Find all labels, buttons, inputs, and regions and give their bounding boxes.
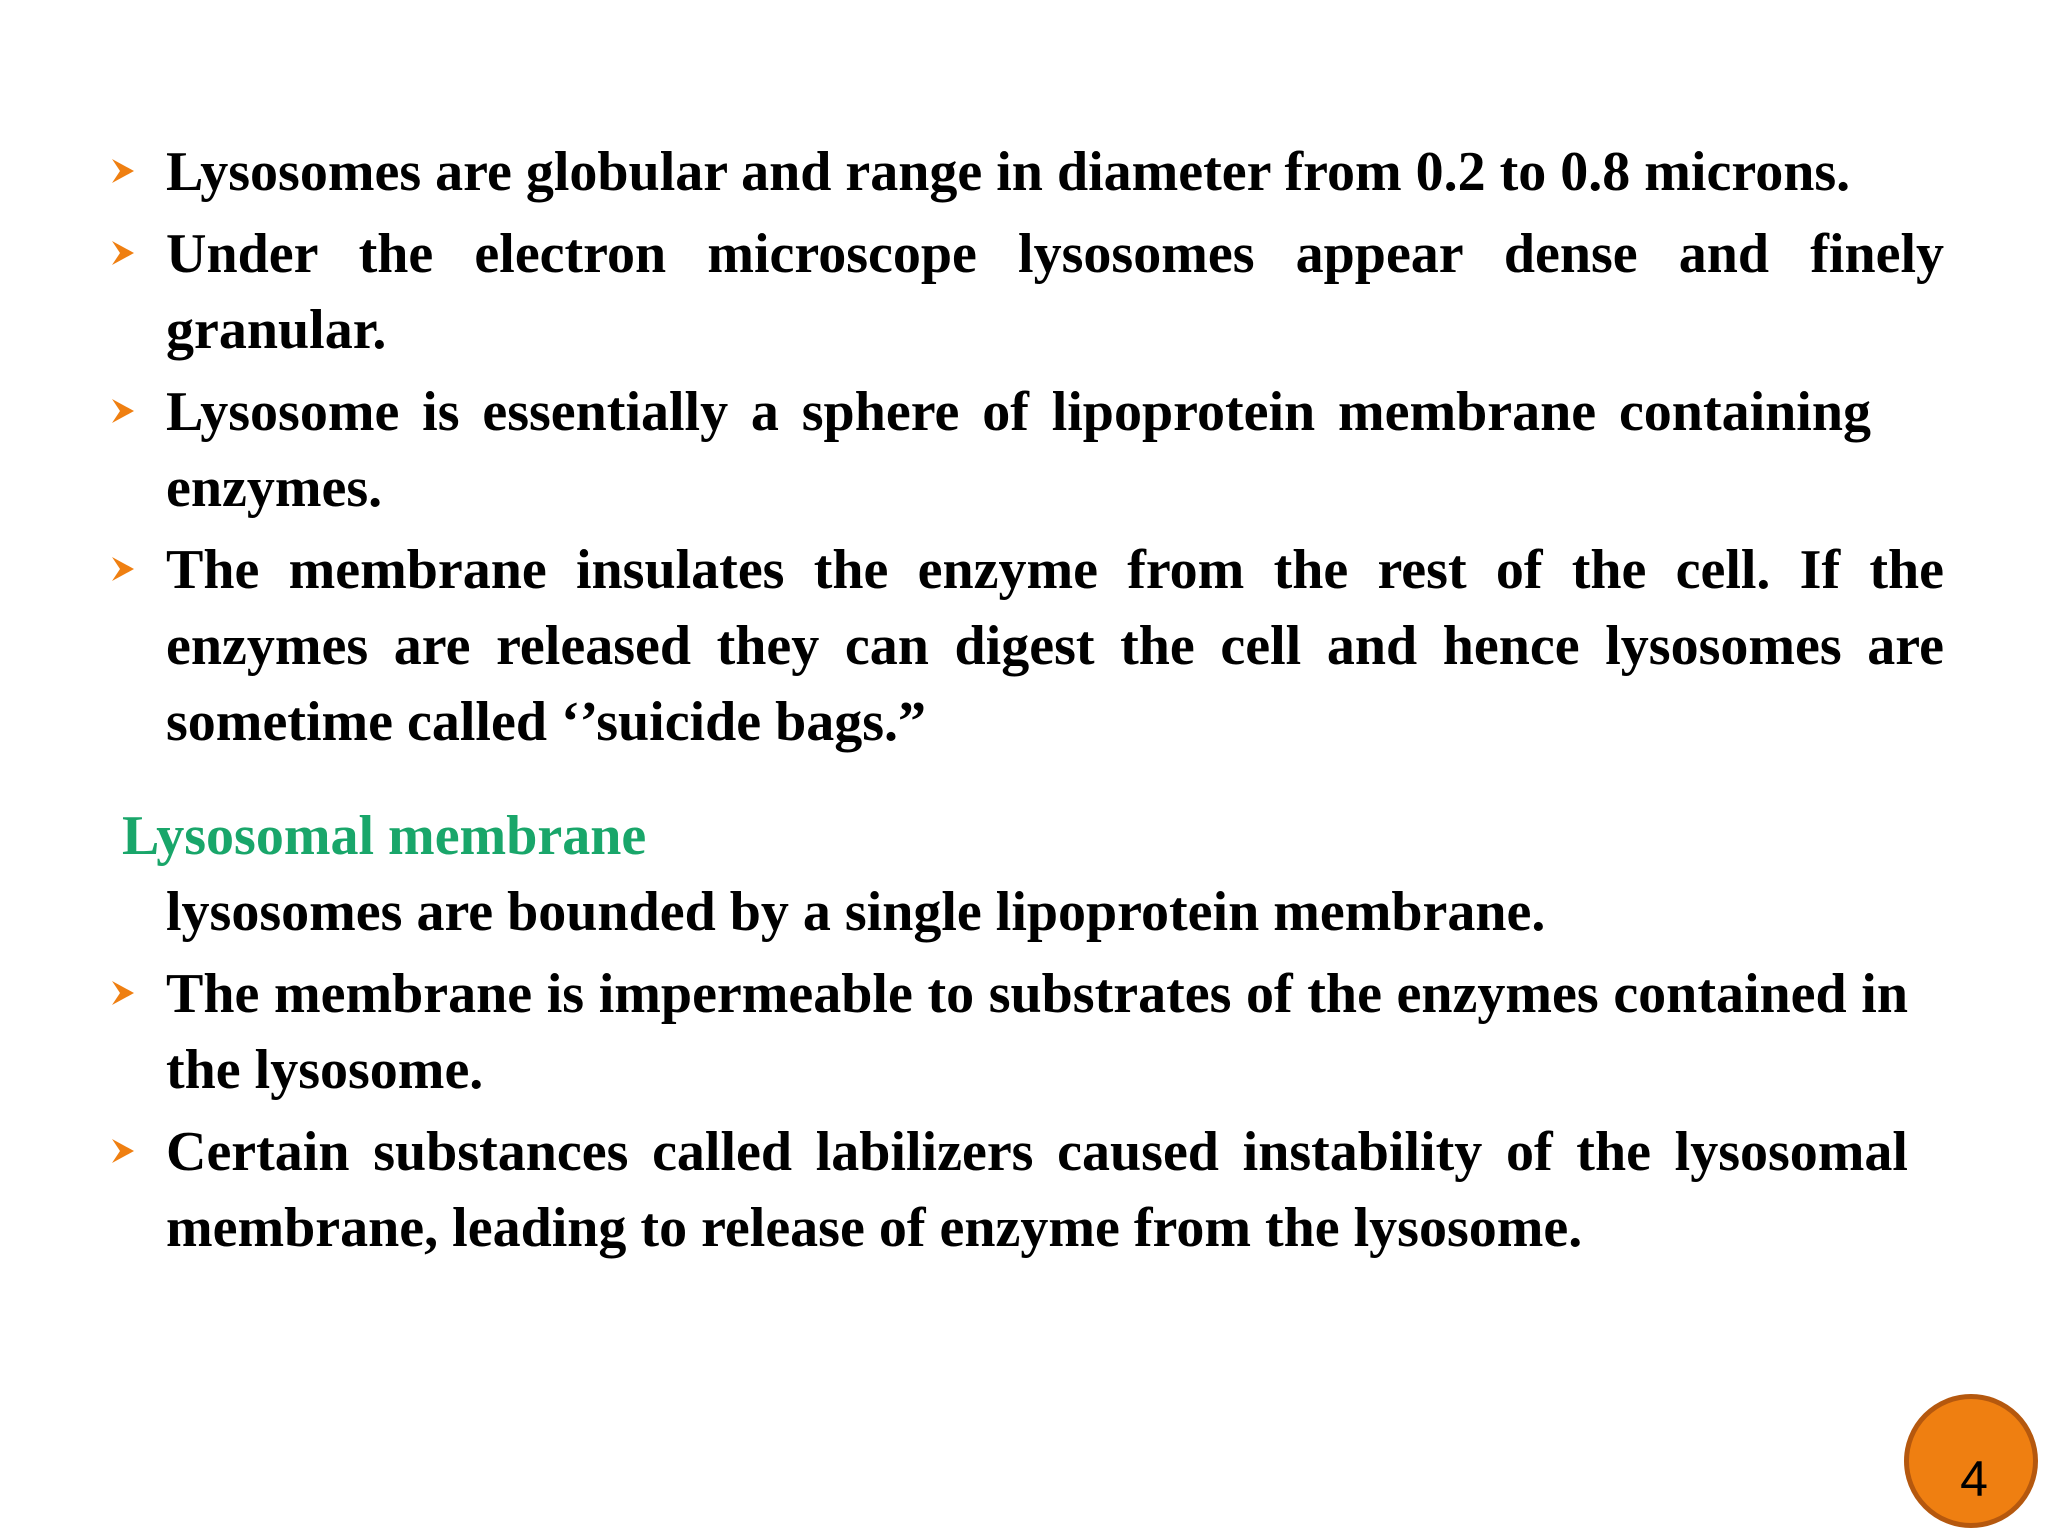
bullet-list-top (104, 134, 1944, 760)
arrow-bullet-icon (108, 134, 142, 210)
bullet-item (104, 216, 1944, 368)
bullet-text: Lysosome is essentially a sphere of lipoprotein membrane containing enzymes. (166, 381, 1871, 519)
bullet-list-bottom (104, 956, 1944, 1266)
section-heading: Lysosomal membrane (122, 805, 647, 867)
arrow-bullet-icon (108, 374, 142, 450)
arrow-bullet-icon (108, 216, 142, 292)
bullet-item (104, 374, 1871, 526)
bullet-text: Lysosomes are globular and range in diameter from 0.2 to 0.8 microns. (166, 141, 1851, 203)
bullet-item (104, 1114, 1908, 1266)
section-intro: lysosomes are bounded by a single lipoprotein membrane. (166, 881, 1546, 943)
bullet-item (104, 134, 1944, 210)
bullet-item (104, 532, 1944, 760)
bullet-text: The membrane insulates the enzyme from the rest of the cell. If the enzymes are released they can digest the cell and hence lysosomes are sometime called ‘’suicide bags.” (166, 539, 1944, 753)
arrow-bullet-icon (108, 532, 142, 608)
arrow-bullet-icon (108, 956, 142, 1032)
bullet-text: Certain substances called labilizers caused instability of the lysosomal membrane, leading to release of enzyme from the lysosome. (166, 1121, 1908, 1259)
slide-content (104, 134, 1944, 1272)
bullet-text: The membrane is impermeable to substrates of the enzymes contained in the lysosome. (166, 963, 1908, 1101)
bullet-text: Under the electron microscope lysosomes appear dense and finely granular. (166, 223, 1944, 361)
page-number: 4 (1960, 1451, 1988, 1507)
arrow-bullet-icon (108, 1114, 142, 1190)
bullet-item (104, 956, 1908, 1108)
